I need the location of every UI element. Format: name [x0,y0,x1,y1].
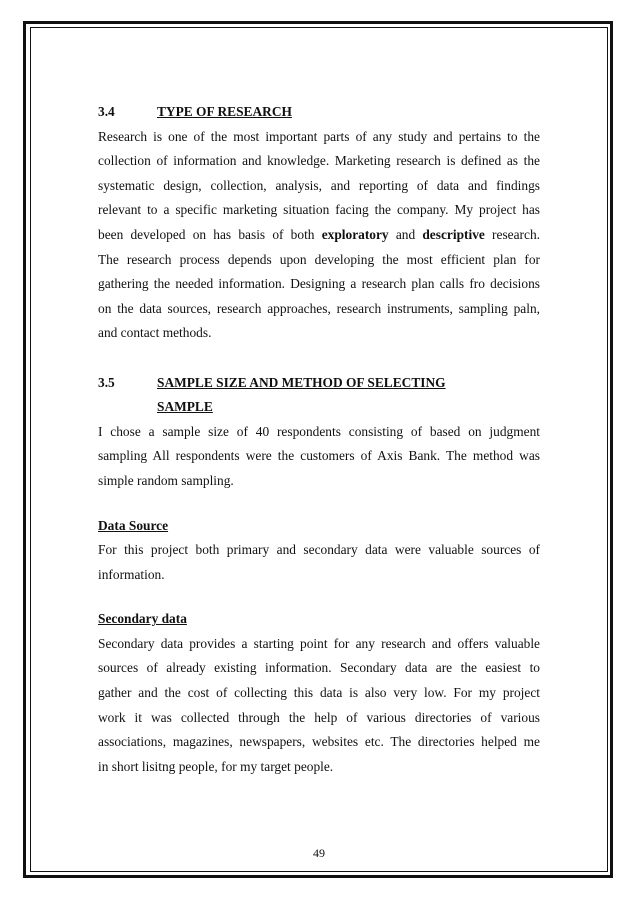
text-run: been developed on has basis of both [98,226,322,242]
page-number: 49 [313,846,325,860]
spacer [98,587,540,607]
paragraph-line: Secondary data provides a starting point for any research and offers valuable [98,635,540,651]
section-number: 3.5 [98,374,115,390]
text-run: research. [484,226,540,242]
section-title: TYPE OF RESEARCH [157,104,292,119]
subheading-text: Data Source [98,517,169,533]
subheading-data-source [98,514,540,539]
paragraph-line: collection of information and knowledge. Marketing research is defined as the [98,153,540,169]
paragraph-line: relevant to a specific marketing situation facing the company. My project has [98,202,540,218]
paragraph-line: gather and the cost of collecting this data is also very low. For my project [98,685,540,701]
subheading-text: Secondary data [98,611,187,627]
page-content [98,100,540,779]
paragraph-line: in short lisitng people, for my target people. [98,758,334,774]
bold-term-exploratory: exploratory [321,226,389,242]
paragraph-line: For this project both primary and secondary data were valuable sources of [98,542,540,558]
section-heading-3-5 [98,371,540,396]
paragraph-line: simple random sampling. [98,472,234,488]
paragraph-line: on the data sources, research approaches, research instruments, sampling paln, [98,300,540,316]
section-title: SAMPLE SIZE AND METHOD OF SELECTING [157,374,446,390]
spacer [98,494,540,514]
paragraph-line: information. [98,566,165,582]
paragraph-line: gathering the needed information. Designing a research plan calls fro decisions [98,276,540,292]
bold-term-descriptive: descriptive [422,226,485,242]
section-title-continued: SAMPLE [157,399,213,415]
paragraph-line: sampling All respondents were the customers of Axis Bank. The method was [98,448,540,464]
paragraph-line: work it was collected through the help of various directories of various [98,709,540,725]
section-number: 3.4 [98,104,115,119]
section-heading-3-5-cont [98,395,540,420]
paragraph-line: I chose a sample size of 40 respondents consisting of based on judgment [98,423,540,439]
paragraph-line: and contact methods. [98,325,212,341]
subheading-secondary-data [98,607,540,632]
paragraph-line: associations, magazines, newspapers, websites etc. The directories helped me [98,734,540,750]
spacer [98,346,540,371]
paragraph-line: Research is one of the most important parts of any study and pertains to the [98,128,540,144]
text-run: and [388,226,423,242]
paragraph-line [98,223,540,248]
paragraph-line: systematic design, collection, analysis, and reporting of data and findings [98,177,540,193]
paragraph-line: sources of already existing information. Secondary data are the easiest to [98,660,540,676]
section-heading-3-4 [98,100,540,125]
paragraph-line: The research process depends upon developing the most efficient plan for [98,251,540,267]
